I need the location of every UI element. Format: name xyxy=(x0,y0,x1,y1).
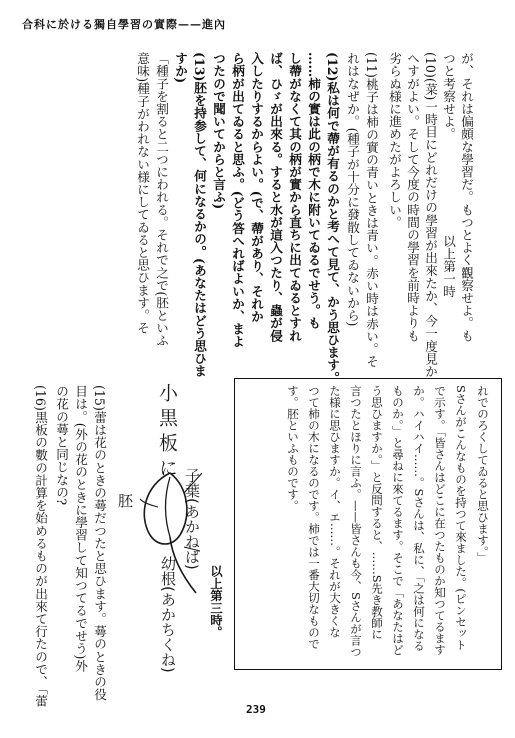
radicle-label: 幼根(あかちくね) xyxy=(159,556,177,673)
box-text-column: れでのろくしてゐると思ひます。」 xyxy=(476,385,490,564)
text-column: 「種子を割ると二つにわれる。それで之で(胚といふ xyxy=(154,52,169,347)
text-column: ……柿の實は此の柄で木に附いてゐるでせう。も xyxy=(306,52,321,330)
text-column: すか) xyxy=(173,52,188,84)
box-text-column: ものか。」と尋ねに來てるます。そこで「あなたはど xyxy=(391,385,405,656)
cotyledon-label: 子葉(あかねば) xyxy=(183,468,201,570)
text-column: し蔕がなくて其の柄が實から直ちに出てゐるとすれ xyxy=(287,52,302,342)
text-column: つたので聞いてからと言ふ) xyxy=(211,52,226,210)
box-text-column: つて柿の木になるのです。柿では一番大切なもので xyxy=(307,385,321,650)
text-column: 入したりするからよい。(で、蔕があり、それか xyxy=(249,52,264,323)
text-column: (12)私は何で蔕が有るのかと考へて見て、かう思ひます。 xyxy=(325,52,340,384)
text-column: へすがよい。そして今度の時間の學習を前時よりも xyxy=(405,52,420,342)
box-text-column: か。ハイハイ……。Sさんは、私に、「之は何になる xyxy=(412,385,426,652)
text-column: が、それは偏頗な學習だ。もつとよく觀察せよ。も xyxy=(459,52,474,342)
text-column: の花の蕚と同じなの? xyxy=(54,385,69,506)
box-text-column: Sさんがこんなものを持つて來ました。(ピンセット xyxy=(454,385,468,651)
period-end-note: 以上第三時。 xyxy=(209,565,223,639)
box-text-column: た様に思ひますか。イ、エ……。それが大きくな xyxy=(328,385,342,638)
text-column: 劣らぬ様に進めたがよろしい。 xyxy=(387,52,402,229)
box-text-column: す。胚といふものです。 xyxy=(286,385,300,512)
text-column: 目は。(外の花のときに學習して知つてるでせう)外 xyxy=(73,385,88,673)
text-column: ら柄が出てゐると思ふ。(どう答へればよいか、まよ xyxy=(230,52,245,348)
text-column: (13)胚を持参して、何になるかの。(あなたはどう思ひま xyxy=(192,52,207,378)
text-column: れはなぜか。(種子が十分に發散してゐないから) xyxy=(345,52,360,327)
text-column: つと考察せよ。 以上第一時 xyxy=(441,52,456,298)
text-column: (10)(菜)一時目にどれだけの學習が出來たか、今一度見か xyxy=(423,52,438,378)
embryo-label: 胚 xyxy=(118,492,134,510)
page-number: 239 xyxy=(246,703,266,716)
running-header: 合科に於ける獨自學習の實際——進內 xyxy=(22,18,226,31)
text-column: (11)桃子は柿の實の青いときは青い。赤い時は赤い。そ xyxy=(364,52,379,368)
box-text-column: 言つたとほりに言ふ。——皆さんも今、Sさんが言つ xyxy=(349,385,363,658)
text-column: ば、ひゞが出來る。すると水が這入つたり、蟲が侵 xyxy=(268,52,283,342)
text-column: (16)黒板の數の計算を始めるものが出來て行たので、「蕾 xyxy=(33,385,48,707)
text-column: (15)蕾は花のときの蕚だつたと思ひます。蕚のときの役 xyxy=(92,385,107,701)
box-text-column: で示す。「皆さんはどこに在つたものか知つてるます xyxy=(433,385,447,656)
blackboard-title: 小黒板に xyxy=(156,383,178,483)
box-text-column: う思ひますか。」と反問すると、……S先き教師に xyxy=(370,385,384,641)
text-column: 意味)種子がわれない様にしてゐると思ひます。そ xyxy=(135,52,150,335)
